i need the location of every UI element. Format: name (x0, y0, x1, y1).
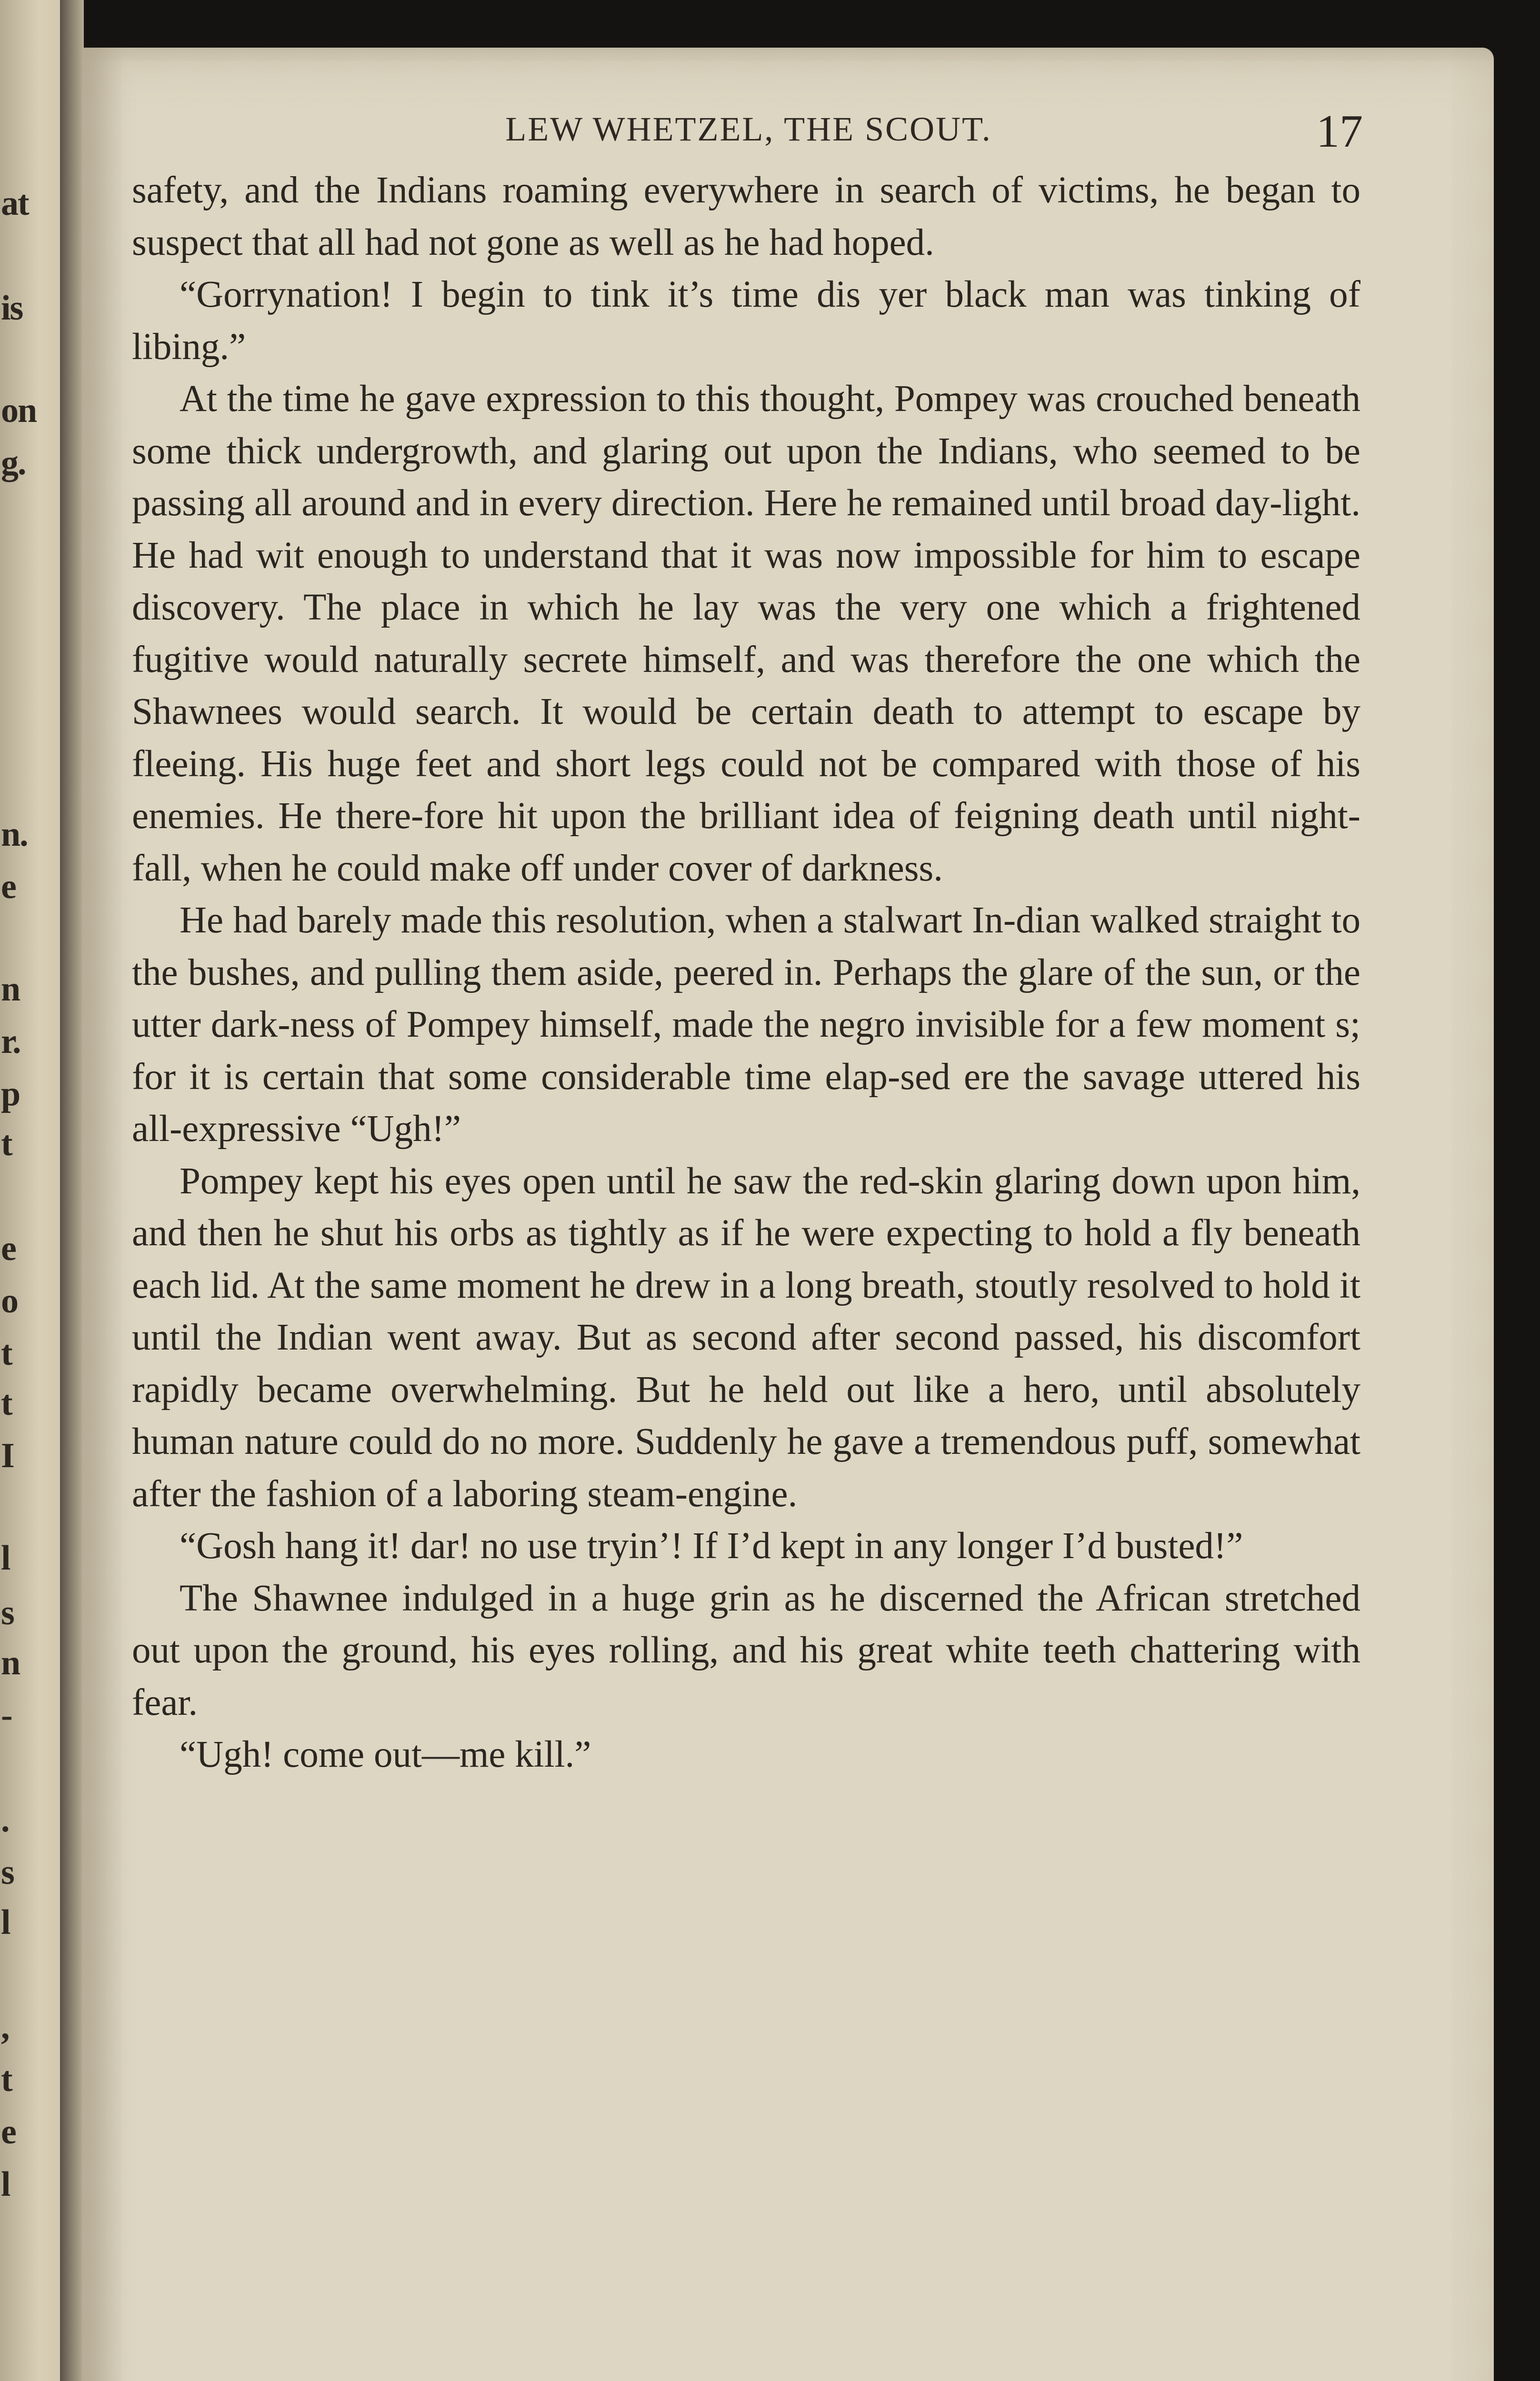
previous-page-fragment: t (1, 1334, 12, 1373)
body-text (132, 164, 1360, 1781)
previous-page-fragment: I (1, 1436, 14, 1475)
paragraph: “Gorrynation! I begin to tink it’s time dis yer black man was tinking of libing.” (132, 274, 1360, 368)
paragraph: At the time he gave expression to this thought, Pompey was crouched beneath some thick undergrowth, and glaring out upon the Indians, who seemed to be passing all around and in every direction. Here he remained until broad day-light. He had wit enough to understand that it was now impossible for him to escape discovery. The place in which he lay was the very one which a frightened fugitive would naturally secrete himself, and was therefore the one which the Shawnees would search. It would be certain death to attempt to escape by fleeing. His huge feet and short legs could not be compared with those of his enemies. He there-fore hit upon the brilliant idea of feigning death until night-fall, when he could make off under cover of darkness. (132, 378, 1360, 889)
page-number: 17 (1316, 106, 1363, 157)
previous-page-fragment: at (1, 184, 29, 223)
previous-page-fragment: l (1, 2165, 10, 2204)
previous-page-fragment: t (1, 1384, 12, 1423)
previous-page-fragment: l (1, 1539, 10, 1578)
previous-page-fragment: - (1, 1696, 12, 1735)
paragraph: safety, and the Indians roaming everywhere in search of victims, he began to suspect that all had not gone as well as he had hoped. (132, 170, 1360, 263)
book-gutter (60, 0, 84, 2381)
running-title: LEW WHETZEL, THE SCOUT. (505, 110, 992, 148)
previous-page-fragment: e (1, 2112, 16, 2151)
running-head (134, 105, 1363, 162)
paragraph: Pompey kept his eyes open until he saw the red-skin glaring down upon him, and then he shut his orbs as tightly as if he were expecting to hold a fly beneath each lid. At the same moment he drew in a long breath, stoutly resolved to hold it until the Indian went away. But as second after second passed, his discomfort rapidly became overwhelming. But he held out like a hero, until absolutely human nature could do no more. Suddenly he gave a tremendous puff, somewhat after the fashion of a laboring steam-engine. (132, 1160, 1360, 1515)
paragraph: He had barely made this resolution, when a stalwart In-dian walked straight to the bushes, and pulling them aside, peered in. Perhaps the glare of the sun, or the utter dark-ness of Pompey himself, made the negro invisible for a few moment s; for it is certain that some considerable time elap-sed ere the savage uttered his all-expressive “Ugh!” (132, 900, 1360, 1150)
previous-page-fragment: e (1, 867, 16, 906)
previous-page-fragment: p (1, 1074, 20, 1113)
previous-page-fragment: . (1, 1801, 9, 1840)
previous-page-fragment: o (1, 1281, 18, 1321)
previous-page-fragment: , (1, 2008, 9, 2047)
previous-page-fragment: n. (1, 815, 28, 854)
previous-page-fragment: e (1, 1229, 16, 1268)
paragraph: “Gosh hang it! dar! no use tryin’! If I’d kept in any longer I’d busted!” (180, 1525, 1243, 1567)
previous-page-fragment: l (1, 1903, 10, 1942)
paragraph: The Shawnee indulged in a huge grin as he discerned the African stretched out upon the ground, his eyes rolling, and his great white teeth chattering with fear. (132, 1577, 1360, 1723)
previous-page-fragment: n (1, 970, 20, 1009)
previous-page-fragment: n (1, 1643, 20, 1682)
previous-page-fragment: s (1, 1853, 14, 1892)
previous-page-fragment: t (1, 2060, 12, 2099)
book-page (82, 48, 1494, 2381)
previous-page-fragment: t (1, 1124, 12, 1163)
previous-page-fragment: is (1, 289, 23, 328)
previous-page-fragment: on (1, 391, 37, 430)
paragraph: “Ugh! come out—me kill.” (180, 1734, 591, 1775)
previous-page-fragment: r. (1, 1022, 20, 1061)
previous-page-fragment: g. (1, 443, 26, 482)
previous-page-fragment: s (1, 1593, 14, 1632)
